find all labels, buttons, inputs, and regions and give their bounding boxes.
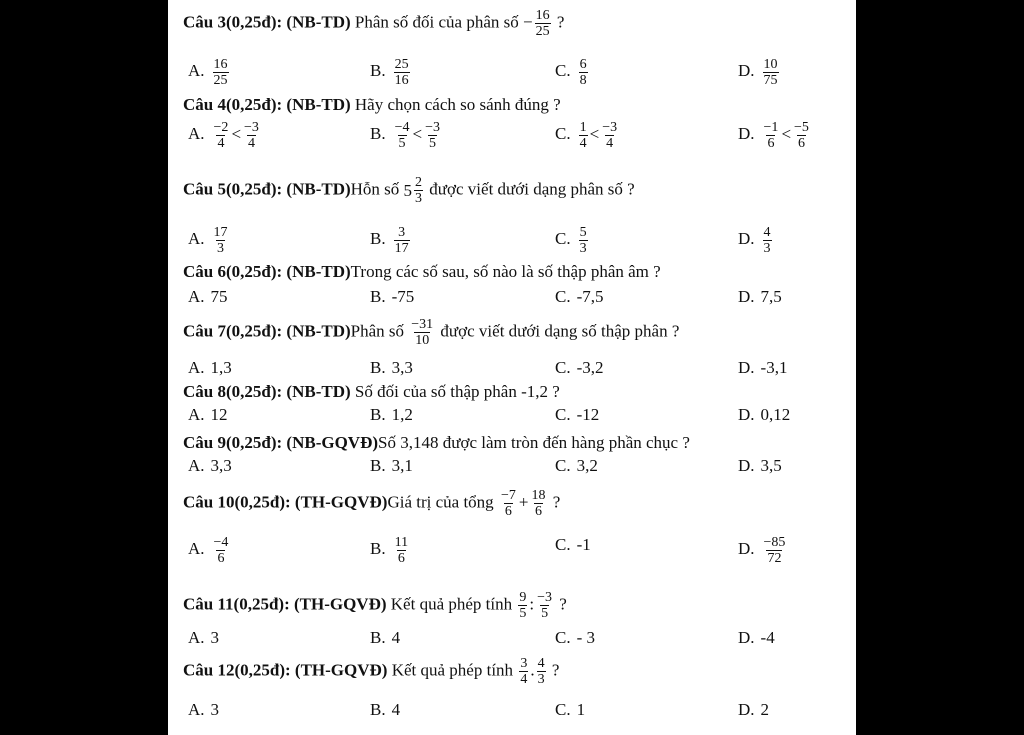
question-heading: Câu 11(0,25đ): (TH-GQVĐ) xyxy=(183,594,387,614)
numerator: −3 xyxy=(602,120,618,135)
fraction xyxy=(394,535,409,566)
option-letter: C. xyxy=(555,287,571,306)
option-q8-d[interactable] xyxy=(738,405,790,425)
question-text: Trong các số sau, số nào là số thập phân âm ? xyxy=(350,262,661,281)
option-value: 3,5 xyxy=(760,456,782,475)
question-tail: ? xyxy=(547,660,560,680)
option-value: 3 xyxy=(210,628,220,647)
denominator: 72 xyxy=(767,551,782,566)
numerator: −85 xyxy=(763,535,786,550)
option-letter: A. xyxy=(188,229,205,249)
question-text: Kết quả phép tính xyxy=(387,660,518,680)
denominator: 5 xyxy=(541,606,549,621)
option-letter: C. xyxy=(555,358,571,377)
question-heading: Câu 10(0,25đ): (TH-GQVĐ) xyxy=(183,492,388,512)
question-q11 xyxy=(183,590,567,621)
option-q8-a[interactable] xyxy=(188,405,228,425)
question-tail: ? xyxy=(548,492,561,512)
option-q9-b[interactable] xyxy=(370,456,413,476)
option-letter: B. xyxy=(370,287,386,306)
fraction xyxy=(213,535,230,566)
option-letter: B. xyxy=(370,456,386,475)
option-value: -7,5 xyxy=(576,287,604,306)
question-text: Hãy chọn cách so sánh đúng ? xyxy=(350,95,561,114)
fraction xyxy=(213,225,229,256)
option-q4-a[interactable] xyxy=(188,120,262,151)
option-value: 3,3 xyxy=(391,358,413,377)
option-value: 0,12 xyxy=(760,405,791,424)
option-q6-a[interactable] xyxy=(188,287,228,307)
option-q7-d[interactable] xyxy=(738,358,787,378)
numerator: 18 xyxy=(531,488,546,503)
question-tail: được viết dưới dạng phân số ? xyxy=(425,179,635,199)
denominator: 6 xyxy=(797,136,805,151)
numerator: −3 xyxy=(537,590,553,605)
option-value: 3,1 xyxy=(391,456,413,475)
option-q9-d[interactable] xyxy=(738,456,782,476)
option-letter: B. xyxy=(370,628,386,647)
option-letter: D. xyxy=(738,229,755,249)
whole-part: 5 xyxy=(403,180,413,200)
option-q10-a[interactable] xyxy=(188,535,231,566)
denominator: 6 xyxy=(534,504,542,519)
sign: − xyxy=(522,12,533,32)
option-q5-c[interactable] xyxy=(555,225,590,256)
option-letter: D. xyxy=(738,358,755,377)
question-heading: Câu 6(0,25đ): (NB-TD) xyxy=(183,262,351,281)
operator: : xyxy=(529,594,535,614)
denominator: 3 xyxy=(537,672,545,687)
option-q11-a[interactable] xyxy=(188,628,219,648)
option-q4-c[interactable] xyxy=(555,120,620,151)
denominator: 6 xyxy=(504,504,512,519)
option-q7-b[interactable] xyxy=(370,358,413,378)
option-letter: C. xyxy=(555,229,571,249)
fraction xyxy=(213,57,229,88)
option-q6-c[interactable] xyxy=(555,287,604,307)
numerator: −31 xyxy=(411,317,434,332)
numerator: 25 xyxy=(394,57,409,72)
numerator: −3 xyxy=(244,120,259,135)
option-letter: B. xyxy=(370,700,386,719)
option-letter: D. xyxy=(738,405,755,424)
option-letter: A. xyxy=(188,61,205,81)
option-q9-a[interactable] xyxy=(188,456,232,476)
fraction xyxy=(601,120,618,151)
fraction xyxy=(243,120,260,151)
option-letter: D. xyxy=(738,124,755,144)
denominator: 6 xyxy=(397,551,405,566)
option-value: 2 xyxy=(760,700,770,719)
question-q12 xyxy=(183,656,559,687)
option-letter: A. xyxy=(188,539,205,559)
question-q9 xyxy=(183,433,690,453)
numerator: 4 xyxy=(763,225,771,240)
fraction xyxy=(424,120,441,151)
operator: < xyxy=(781,124,792,144)
option-q11-b[interactable] xyxy=(370,628,400,648)
option-value: 3 xyxy=(210,700,220,719)
question-heading: Câu 8(0,25đ): (NB-TD) xyxy=(183,382,351,401)
option-letter: D. xyxy=(738,700,755,719)
operator: + xyxy=(518,492,529,512)
question-text: Kết quả phép tính xyxy=(386,594,517,614)
question-text: Số đối của số thập phân -1,2 ? xyxy=(350,382,560,401)
fraction xyxy=(535,8,551,39)
question-heading: Câu 4(0,25đ): (NB-TD) xyxy=(183,95,351,114)
fraction xyxy=(579,225,588,256)
denominator: 4 xyxy=(217,136,225,151)
question-tail: ? xyxy=(552,12,565,32)
option-letter: C. xyxy=(555,535,571,554)
question-text: Giá trị của tổng xyxy=(387,492,498,512)
question-tail: được viết dưới dạng số thập phân ? xyxy=(436,321,680,341)
denominator: 4 xyxy=(520,672,528,687)
option-value: -12 xyxy=(576,405,600,424)
option-q7-a[interactable] xyxy=(188,358,232,378)
option-q12-b[interactable] xyxy=(370,700,400,720)
numerator: 9 xyxy=(519,590,527,605)
fraction xyxy=(530,488,546,519)
question-heading: Câu 12(0,25đ): (TH-GQVĐ) xyxy=(183,660,388,680)
question-q5 xyxy=(183,175,635,206)
option-letter: A. xyxy=(188,124,205,144)
option-value: -1 xyxy=(576,535,591,554)
numerator: 10 xyxy=(763,57,778,72)
option-letter: D. xyxy=(738,628,755,647)
option-value: 75 xyxy=(210,287,228,306)
option-value: -3,1 xyxy=(760,358,788,377)
numerator: 16 xyxy=(535,8,550,23)
option-value: 3,3 xyxy=(210,456,232,475)
denominator: 5 xyxy=(429,136,437,151)
option-value: 1 xyxy=(576,700,586,719)
option-value: -3,2 xyxy=(576,358,604,377)
option-letter: D. xyxy=(738,456,755,475)
denominator: 10 xyxy=(415,333,430,348)
numerator: 17 xyxy=(213,225,228,240)
option-q11-c[interactable] xyxy=(555,628,595,648)
option-q5-d[interactable] xyxy=(738,225,774,256)
option-letter: C. xyxy=(555,124,571,144)
option-value: 4 xyxy=(391,628,401,647)
option-value: 1,3 xyxy=(210,358,232,377)
option-value: 1,2 xyxy=(391,405,413,424)
option-q6-d[interactable] xyxy=(738,287,782,307)
question-heading: Câu 5(0,25đ): (NB-TD) xyxy=(183,179,351,199)
numerator: 2 xyxy=(415,175,423,190)
option-q8-b[interactable] xyxy=(370,405,413,425)
option-value: - 3 xyxy=(576,628,596,647)
option-letter: D. xyxy=(738,61,755,81)
option-q9-c[interactable] xyxy=(555,456,598,476)
question-q8 xyxy=(183,382,560,402)
fraction xyxy=(414,175,423,206)
denominator: 4 xyxy=(579,136,587,151)
denominator: 17 xyxy=(394,241,409,256)
question-tail: ? xyxy=(555,594,567,614)
numerator: −5 xyxy=(794,120,809,135)
denominator: 75 xyxy=(763,73,778,88)
numerator: 16 xyxy=(213,57,228,72)
numerator: −4 xyxy=(394,120,410,135)
question-q6 xyxy=(183,262,661,282)
fraction xyxy=(394,225,410,256)
operator: < xyxy=(412,124,423,144)
option-letter: D. xyxy=(738,539,755,559)
fraction xyxy=(536,590,553,621)
question-text: Số 3,148 được làm tròn đến hàng phần chục ? xyxy=(378,433,690,452)
question-q7 xyxy=(183,317,679,348)
question-text: Hỗn số xyxy=(350,179,404,199)
option-q4-b[interactable] xyxy=(370,120,443,151)
fraction xyxy=(763,57,779,88)
operator: . xyxy=(530,660,535,680)
fraction xyxy=(763,225,772,256)
numerator: 5 xyxy=(579,225,587,240)
option-q12-a[interactable] xyxy=(188,700,219,720)
option-value: 12 xyxy=(210,405,228,424)
numerator: −7 xyxy=(500,488,516,503)
denominator: 3 xyxy=(763,241,771,256)
option-letter: C. xyxy=(555,456,571,475)
option-letter: C. xyxy=(555,405,571,424)
option-value: 4 xyxy=(391,700,401,719)
fraction xyxy=(519,656,528,687)
option-letter: B. xyxy=(370,124,386,144)
option-letter: B. xyxy=(370,405,386,424)
option-q6-b[interactable] xyxy=(370,287,414,307)
option-letter: D. xyxy=(738,287,755,306)
numerator: −2 xyxy=(213,120,229,135)
denominator: 3 xyxy=(579,241,587,256)
option-q10-c[interactable] xyxy=(555,535,591,555)
question-heading: Câu 7(0,25đ): (NB-TD) xyxy=(183,321,351,341)
mixed-number xyxy=(404,175,426,206)
question-q10 xyxy=(183,488,560,519)
operator: < xyxy=(589,124,600,144)
question-q3 xyxy=(183,8,564,39)
option-q4-d[interactable] xyxy=(738,120,812,151)
option-letter: A. xyxy=(188,287,205,306)
option-letter: A. xyxy=(188,700,205,719)
option-letter: C. xyxy=(555,61,571,81)
option-value: 3,2 xyxy=(576,456,598,475)
numerator: −4 xyxy=(213,535,229,550)
fraction xyxy=(410,317,434,348)
option-letter: A. xyxy=(188,405,205,424)
fraction xyxy=(518,590,527,621)
denominator: 3 xyxy=(415,191,423,206)
option-letter: B. xyxy=(370,539,386,559)
question-q4 xyxy=(183,95,561,115)
option-letter: B. xyxy=(370,229,386,249)
option-q12-c[interactable] xyxy=(555,700,585,720)
option-letter: A. xyxy=(188,456,205,475)
option-value: -75 xyxy=(391,287,415,306)
denominator: 8 xyxy=(579,73,587,88)
document-page xyxy=(168,0,856,735)
fraction xyxy=(213,120,230,151)
denominator: 4 xyxy=(247,136,255,151)
option-q11-d[interactable] xyxy=(738,628,775,648)
denominator: 6 xyxy=(217,551,225,566)
option-q5-b[interactable] xyxy=(370,225,412,256)
numerator: −1 xyxy=(763,120,779,135)
option-letter: B. xyxy=(370,358,386,377)
option-q3-b[interactable] xyxy=(370,57,412,88)
fraction xyxy=(537,656,546,687)
option-q5-a[interactable] xyxy=(188,225,231,256)
numerator: 1 xyxy=(579,120,587,135)
operator: < xyxy=(231,124,242,144)
question-heading: Câu 9(0,25đ): (NB-GQVĐ) xyxy=(183,433,379,452)
denominator: 4 xyxy=(606,136,614,151)
fraction xyxy=(394,57,410,88)
numerator: 11 xyxy=(394,535,409,550)
fraction xyxy=(394,120,411,151)
option-letter: A. xyxy=(188,628,205,647)
fraction xyxy=(579,120,588,151)
question-heading: Câu 3(0,25đ): (NB-TD) xyxy=(183,12,351,32)
option-q10-d[interactable] xyxy=(738,535,788,566)
question-text: Phân số đối của phân số xyxy=(350,12,523,32)
denominator: 25 xyxy=(213,73,228,88)
option-q3-c[interactable] xyxy=(555,57,590,88)
option-q8-c[interactable] xyxy=(555,405,599,425)
question-text: Phân số xyxy=(350,321,409,341)
option-letter: C. xyxy=(555,700,571,719)
option-value: 7,5 xyxy=(760,287,782,306)
fraction xyxy=(763,120,780,151)
option-q3-a[interactable] xyxy=(188,57,231,88)
numerator: 6 xyxy=(579,57,587,72)
denominator: 6 xyxy=(767,136,775,151)
fraction xyxy=(579,57,588,88)
option-letter: C. xyxy=(555,628,571,647)
numerator: 4 xyxy=(537,656,545,671)
denominator: 16 xyxy=(394,73,409,88)
denominator: 5 xyxy=(398,136,406,151)
option-letter: B. xyxy=(370,61,386,81)
numerator: 3 xyxy=(398,225,406,240)
option-q12-d[interactable] xyxy=(738,700,769,720)
fraction xyxy=(500,488,517,519)
option-q3-d[interactable] xyxy=(738,57,781,88)
option-q7-c[interactable] xyxy=(555,358,604,378)
numerator: 3 xyxy=(520,656,528,671)
option-q10-b[interactable] xyxy=(370,535,411,566)
option-value: -4 xyxy=(760,628,775,647)
numerator: −3 xyxy=(425,120,440,135)
denominator: 25 xyxy=(535,24,550,39)
denominator: 5 xyxy=(519,606,527,621)
fraction xyxy=(793,120,810,151)
option-letter: A. xyxy=(188,358,205,377)
denominator: 3 xyxy=(217,241,225,256)
fraction xyxy=(763,535,787,566)
